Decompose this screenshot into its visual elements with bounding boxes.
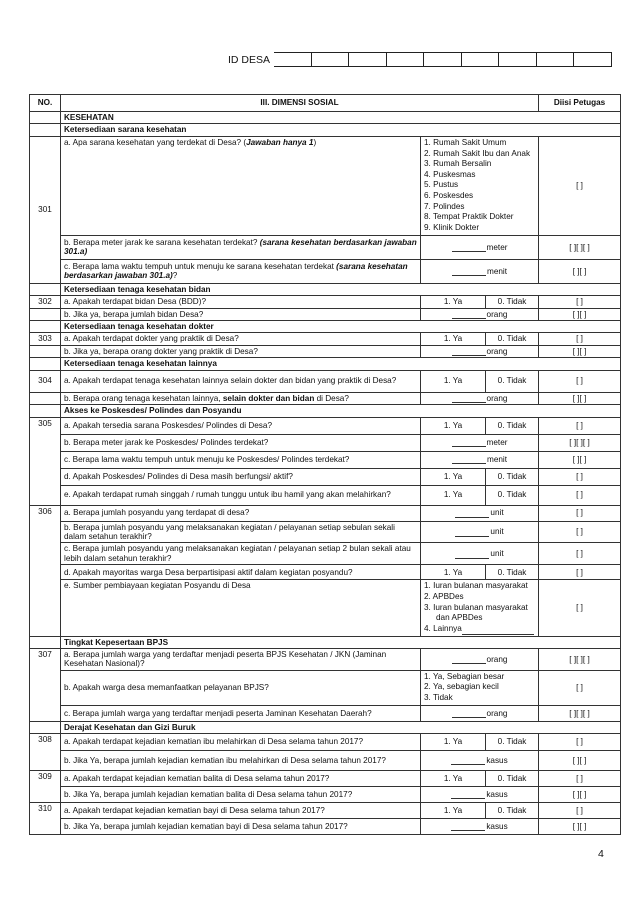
option-tidak[interactable]: 0. Tidak — [486, 734, 539, 751]
question-306c: c. Berapa jumlah posyandu yang melaksanakan kegiatan / pelayanan setiap 2 bulan sekali atau lebih dalam setahun terakhir? — [61, 543, 421, 565]
answer-box[interactable]: [ ] — [539, 580, 621, 636]
answer-box[interactable]: [ ] — [539, 771, 621, 787]
option-tidak[interactable]: 0. Tidak — [486, 296, 539, 308]
id-desa-label: ID DESA — [228, 53, 271, 66]
id-box[interactable] — [387, 52, 425, 67]
option-ya[interactable]: 1. Ya — [421, 485, 486, 505]
question-307a: a. Berapa jumlah warga yang terdaftar menjadi peserta BPJS Kesehatan / JKN (Jaminan Kesehatan Nasional)? — [61, 648, 421, 670]
section-dokter: Ketersediaan tenaga kesehatan dokter — [61, 321, 621, 333]
section-derajat: Derajat Kesehatan dan Gizi Buruk — [61, 721, 621, 733]
unit-field[interactable]: orang — [421, 392, 539, 404]
answer-box[interactable]: [ ] — [539, 417, 621, 434]
option-tidak[interactable]: 0. Tidak — [486, 771, 539, 787]
question-305c: c. Berapa lama waktu tempuh untuk menuju ke Poskesdes/ Polindes terdekat? — [61, 451, 421, 468]
question-307c: c. Berapa jumlah warga yang terdaftar menjadi peserta Jaminan Kesehatan Daerah? — [61, 705, 421, 721]
id-desa-field — [228, 51, 612, 68]
unit-field[interactable]: kasus — [421, 751, 539, 771]
answer-box[interactable]: [ ] — [539, 734, 621, 751]
answer-box[interactable]: [ ][ ][ ] — [539, 648, 621, 670]
option-ya[interactable]: 1. Ya — [421, 333, 486, 345]
option-tidak[interactable]: 0. Tidak — [486, 370, 539, 392]
unit-field[interactable]: menit — [421, 451, 539, 468]
page-number: 4 — [598, 848, 604, 860]
row-number: 304 — [30, 370, 61, 392]
row-number: 301 — [30, 136, 61, 283]
unit-field[interactable]: menit — [421, 259, 539, 283]
option-tidak[interactable]: 0. Tidak — [486, 417, 539, 434]
unit-field[interactable]: kasus — [421, 819, 539, 835]
answer-box[interactable]: [ ] — [539, 670, 621, 705]
id-box[interactable] — [312, 52, 350, 67]
unit-field[interactable]: orang — [421, 705, 539, 721]
option-ya[interactable]: 1. Ya — [421, 370, 486, 392]
unit-field[interactable]: unit — [421, 543, 539, 565]
answer-box[interactable]: [ ][ ][ ] — [539, 235, 621, 259]
answer-box[interactable]: [ ] — [539, 521, 621, 543]
option-tidak[interactable]: 0. Tidak — [486, 485, 539, 505]
id-box[interactable] — [462, 52, 500, 67]
option-tidak[interactable]: 0. Tidak — [486, 803, 539, 819]
row-number: 310 — [30, 803, 61, 835]
answer-box[interactable]: [ ][ ] — [539, 751, 621, 771]
header-title: III. DIMENSI SOSIAL — [61, 95, 539, 112]
row-number: 303 — [30, 333, 61, 345]
answer-box[interactable]: [ ][ ] — [539, 308, 621, 320]
row-number: 306 — [30, 505, 61, 636]
question-304a: a. Apakah terdapat tenaga kesehatan lainnya selain dokter dan bidan yang praktik di Desa? — [61, 370, 421, 392]
option-ya[interactable]: 1. Ya — [421, 468, 486, 485]
answer-box[interactable]: [ ][ ] — [539, 345, 621, 357]
row-number: 307 — [30, 648, 61, 721]
id-box[interactable] — [537, 52, 575, 67]
unit-field[interactable]: unit — [421, 505, 539, 521]
question-301c: c. Berapa lama waktu tempuh untuk menuju ke sarana kesehatan terdekat (sarana kesehatan berdasarkan jawaban 301.a)? — [61, 259, 421, 283]
option-ya[interactable]: 1. Ya — [421, 734, 486, 751]
question-309a: a. Apakah terdapat kejadian kematian balita di Desa selama tahun 2017? — [61, 771, 421, 787]
id-box[interactable] — [424, 52, 462, 67]
question-305d: d. Apakah Poskesdes/ Polindes di Desa masih berfungsi/ aktif? — [61, 468, 421, 485]
answer-box[interactable]: [ ] — [539, 333, 621, 345]
header-no: NO. — [30, 95, 61, 112]
section-sarana: Ketersediaan sarana kesehatan — [61, 124, 621, 136]
unit-field[interactable]: meter — [421, 235, 539, 259]
answer-box[interactable]: [ ] — [539, 505, 621, 521]
row-number: 305 — [30, 417, 61, 505]
question-302a: a. Apakah terdapat bidan Desa (BDD)? — [61, 296, 421, 308]
question-305b: b. Berapa meter jarak ke Poskesdes/ Polindes terdekat? — [61, 434, 421, 451]
answer-box[interactable]: [ ][ ] — [539, 451, 621, 468]
question-310a: a. Apakah terdapat kejadian kematian bayi di Desa selama tahun 2017? — [61, 803, 421, 819]
question-308a: a. Apakah terdapat kejadian kematian ibu melahirkan di Desa selama tahun 2017? — [61, 734, 421, 751]
id-box[interactable] — [274, 52, 312, 67]
answer-box[interactable]: [ ] — [539, 370, 621, 392]
section-bidan: Ketersediaan tenaga kesehatan bidan — [61, 283, 621, 295]
question-308b: b. Jika Ya, berapa jumlah kejadian kematian ibu melahirkan di Desa selama tahun 2017? — [61, 751, 421, 771]
question-305a: a. Apakah tersedia sarana Poskesdes/ Polindes di Desa? — [61, 417, 421, 434]
question-301a: a. Apa sarana kesehatan yang terdekat di Desa? (Jawaban hanya 1) — [61, 136, 421, 235]
option-ya[interactable]: 1. Ya — [421, 803, 486, 819]
unit-field[interactable]: meter — [421, 434, 539, 451]
question-306a: a. Berapa jumlah posyandu yang terdapat di desa? — [61, 505, 421, 521]
option-ya[interactable]: 1. Ya — [421, 565, 486, 580]
answer-box[interactable]: [ ] — [539, 485, 621, 505]
unit-field[interactable]: kasus — [421, 787, 539, 803]
question-304b: b. Berapa orang tenaga kesehatan lainnya, selain dokter dan bidan di Desa? — [61, 392, 421, 404]
answer-box[interactable]: [ ][ ] — [539, 819, 621, 835]
question-309b: b. Jika Ya, berapa jumlah kejadian kematian balita di Desa selama tahun 2017? — [61, 787, 421, 803]
answer-box[interactable]: [ ][ ] — [539, 259, 621, 283]
options-307b[interactable]: 1. Ya, Sebagian besar 2. Ya, sebagian kecil 3. Tidak — [421, 670, 539, 705]
option-ya[interactable]: 1. Ya — [421, 417, 486, 434]
answer-box[interactable]: [ ][ ] — [539, 392, 621, 404]
section-nakes-lain: Ketersediaan tenaga kesehatan lainnya — [61, 358, 621, 370]
answer-box[interactable]: [ ] — [539, 468, 621, 485]
answer-box[interactable]: [ ][ ][ ] — [539, 434, 621, 451]
option-tidak[interactable]: 0. Tidak — [486, 468, 539, 485]
unit-field[interactable]: orang — [421, 308, 539, 320]
question-305e: e. Apakah terdapat rumah singgah / rumah tunggu untuk ibu hamil yang akan melahirkan? — [61, 485, 421, 505]
unit-field[interactable]: orang — [421, 345, 539, 357]
question-303a: a. Apakah terdapat dokter yang praktik di Desa? — [61, 333, 421, 345]
table-header — [30, 95, 621, 112]
id-box[interactable] — [574, 52, 612, 67]
question-301b: b. Berapa meter jarak ke sarana kesehatan terdekat? (sarana kesehatan berdasarkan jawaban 301.a) — [61, 235, 421, 259]
options-306e[interactable]: 1. Iuran bulanan masyarakat 2. APBDes 3. Iuran bulanan masyarakat dan APBDes 4. Lainnya — [421, 580, 539, 636]
options-301a[interactable]: 1. Rumah Sakit Umum 2. Rumah Sakit Ibu dan Anak 3. Rumah Bersalin 4. Puskesmas 5. Pustus 6. Poskesdes 7. Polindes 8. Tempat Praktik Dokter 9. Klinik Dokter — [421, 136, 539, 235]
row-number: 309 — [30, 771, 61, 803]
section-poskesdes: Akses ke Poskesdes/ Polindes dan Posyandu — [61, 405, 621, 417]
question-303b: b. Jika ya, berapa orang dokter yang praktik di Desa? — [61, 345, 421, 357]
unit-field[interactable]: orang — [421, 648, 539, 670]
option-ya[interactable]: 1. Ya — [421, 771, 486, 787]
answer-box[interactable]: [ ] — [539, 565, 621, 580]
answer-box[interactable]: [ ][ ] — [539, 787, 621, 803]
answer-box[interactable]: [ ] — [539, 803, 621, 819]
unit-field[interactable]: unit — [421, 521, 539, 543]
row-number: 302 — [30, 296, 61, 308]
question-306b: b. Berapa jumlah posyandu yang melaksanakan kegiatan / pelayanan setiap sebulan sekali dalam setahun terakhir? — [61, 521, 421, 543]
question-306e: e. Sumber pembiayaan kegiatan Posyandu di Desa — [61, 580, 421, 636]
id-box[interactable] — [349, 52, 387, 67]
option-ya[interactable]: 1. Ya — [421, 296, 486, 308]
question-306d: d. Apakah mayoritas warga Desa berpartisipasi aktif dalam kegiatan posyandu? — [61, 565, 421, 580]
answer-box[interactable]: [ ] — [539, 136, 621, 235]
question-302b: b. Jika ya, berapa jumlah bidan Desa? — [61, 308, 421, 320]
section-kesehatan: KESEHATAN — [61, 112, 621, 124]
answer-box[interactable]: [ ] — [539, 296, 621, 308]
option-tidak[interactable]: 0. Tidak — [486, 565, 539, 580]
question-307b: b. Apakah warga desa memanfaatkan pelayanan BPJS? — [61, 670, 421, 705]
question-310b: b. Jika Ya, berapa jumlah kejadian kematian bayi di Desa selama tahun 2017? — [61, 819, 421, 835]
option-tidak[interactable]: 0. Tidak — [486, 333, 539, 345]
answer-box[interactable]: [ ][ ][ ] — [539, 705, 621, 721]
section-bpjs: Tingkat Kepesertaan BPJS — [61, 636, 621, 648]
answer-box[interactable]: [ ] — [539, 543, 621, 565]
header-petugas: Diisi Petugas — [539, 95, 621, 112]
id-box[interactable] — [499, 52, 537, 67]
questionnaire-table — [29, 94, 621, 835]
row-number: 308 — [30, 734, 61, 771]
